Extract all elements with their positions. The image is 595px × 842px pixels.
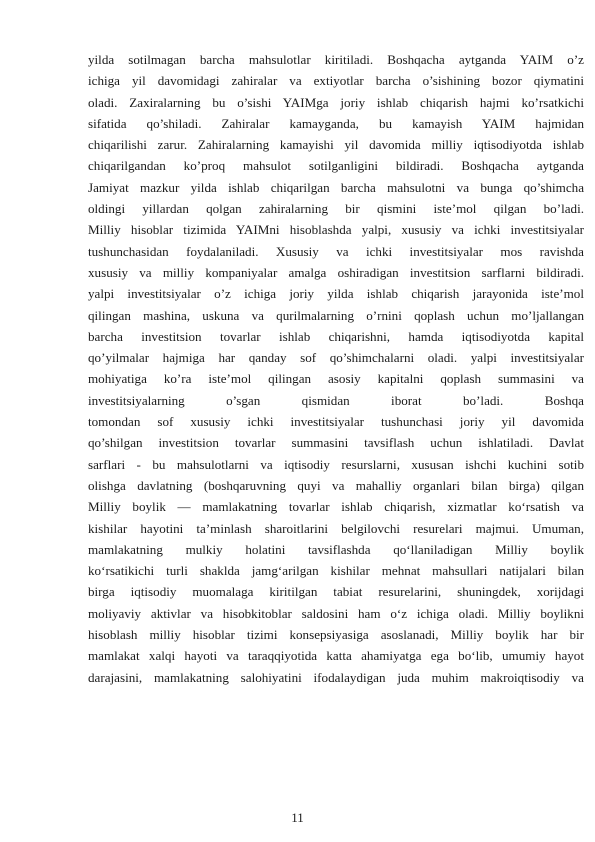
text-line: mamlakatning mulkiy holatini tavsiflashda qo‘llaniladigan Milliy boylik xyxy=(88,541,584,557)
text-line: sifatida qo’shiladi. Zahiralar kamayganda, bu kamayish YAIM hajmidan xyxy=(88,115,584,131)
text-line: moliyaviy aktivlar va hisobkitoblar saldosini ham o‘z ichiga oladi. Milliy boylikni xyxy=(88,605,584,621)
text-line: oldingi yillardan qolgan zahiralarning bir qismini iste’mol qilgan bo’ladi. xyxy=(88,201,584,217)
text-line: qilingan mashina, uskuna va qurilmalarning o’rnini qoplash uchun mo’ljallangan xyxy=(88,307,584,323)
text-line: chiqarilgandan ko’proq mahsulot sotilganligini bildiradi. Boshqacha aytganda xyxy=(88,158,584,174)
text-line: xususiy va milliy kompaniyalar amalga oshiradigan investitsion sarflarni bildiradi. xyxy=(88,264,584,280)
text-line: Milliy hisoblar tizimida YAIMni hisoblashda yalpi, xususiy va ichki investitsiyalar xyxy=(88,222,584,238)
text-line: tomondan sof xususiy ichki investitsiyalar tushunchasi joriy yil davomida xyxy=(88,414,584,430)
text-line: darajasini, mamlakatning salohiyatini ifodalaydigan juda muhim makroiqtisodiy va xyxy=(88,669,584,685)
text-line: ichiga yil davomidagi zahiralar va extiyotlar barcha o’sishining bozor qiymatini xyxy=(88,73,584,89)
text-line: oladi. Zaxiralarning bu o’sishi YAIMga joriy ishlab chiqarish hajmi ko’rsatkichi xyxy=(88,94,584,110)
text-line: yalpi investitsiyalar o’z ichiga joriy yilda ishlab chiqarish jarayonida iste’mol xyxy=(88,286,584,302)
text-line: qo’yilmalar hajmiga har qanday sof qo’shimchalarni oladi. yalpi investitsiyalar xyxy=(88,350,584,366)
text-line: hisoblash milliy hisoblar tizimi konsepsiyasiga asoslanadi, Milliy boylik har bir xyxy=(88,627,584,643)
body-text xyxy=(88,49,584,688)
text-line: ko‘rsatikichi turli shaklda jamg‘arilgan kishilar mehnat mahsullari natijalari bilan xyxy=(88,563,584,579)
text-line: tushunchasidan foydalaniladi. Xususiy va ichki investitsiyalar mos ravishda xyxy=(88,243,584,259)
text-line: yilda sotilmagan barcha mahsulotlar kiritiladi. Boshqacha aytganda YAIM o’z xyxy=(88,52,584,67)
text-line: qo’shilgan investitsion tovarlar summasini tavsiflash uchun ishlatiladi. Davlat xyxy=(88,435,584,451)
text-line: Jamiyat mazkur yilda ishlab chiqarilgan barcha mahsulotni va bunga qo’shimcha xyxy=(88,179,584,195)
text-line: barcha investitsion tovarlar ishlab chiqarishni, hamda iqtisodiyotda kapital xyxy=(88,328,584,344)
text-line: sarflari - bu mahsulotlarni va iqtisodiy resurslarni, xususan ishchi kuchini sotib xyxy=(88,456,584,472)
text-line: kishilar hayotini ta’minlash sharoitlarini belgilovchi resurelari majmui. Umuman, xyxy=(88,520,584,536)
text-line: birga iqtisodiy muomalaga kiritilgan tabiat resurelarini, shuningdek, xorijdagi xyxy=(88,584,584,600)
text-line: investitsiyalarning o’sgan qismidan iborat bo’ladi. Boshqa xyxy=(88,392,584,408)
text-line: Milliy boylik — mamlakatning tovarlar ishlab chiqarish, xizmatlar ko‘rsatish va xyxy=(88,499,584,515)
text-line: olishga davlatning (boshqaruvning quyi va mahalliy organlari bilan birga) qilgan xyxy=(88,477,584,493)
text-line: mohiyatiga ko’ra iste’mol qilingan asosiy kapitalni qoplash summasini va xyxy=(88,371,584,387)
text-line: mamlakat xalqi hayoti va taraqqiyotida katta ahamiyatga ega bo‘lib, umumiy hayot xyxy=(88,648,584,664)
page-number: 11 xyxy=(291,810,304,825)
text-line: chiqarilishi zarur. Zahiralarning kamayishi yil davomida milliy iqtisodiyotda ishlab xyxy=(88,137,584,153)
